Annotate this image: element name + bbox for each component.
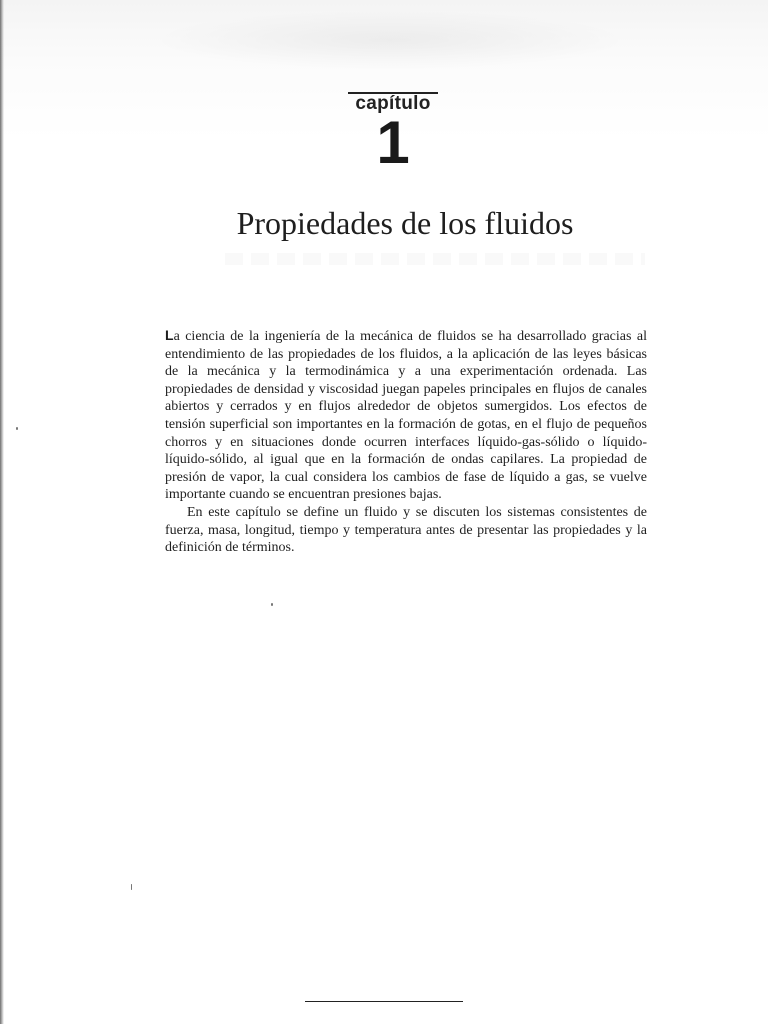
- paragraph-1: [165, 327, 647, 504]
- paragraph-2: En este capítulo se define un fluido y se discuten los sistemas consistentes de fuerza, masa, longitud, tiempo y temperatura antes de presentar las propiedades y la definición de términos.: [165, 504, 647, 556]
- chapter-label: capítulo: [355, 93, 431, 114]
- paragraph-1-text: a ciencia de la ingeniería de la mecánica de fluidos se ha desarrollado gracias al entendimiento de las propiedades de los fluidos, a la aplicación de las leyes básicas de la mecánica y la termodinámica y a una experimentación ordenada. Las propiedades de densidad y viscosidad juegan papeles principales en flujos de canales abiertos y cerrados y en flujos alrededor de objetos sumergidos. Los efectos de tensión superficial son importantes en la formación de gotas, en el flujo de pequeños chorros y en situaciones donde ocurren interfaces líquido-gas-sólido o líquido-líquido-sólido, al igual que en la formación de ondas capilares. La propiedad de presión de vapor, la cual considera los cambios de fase de líquido a gas, se vuelve importante cuando se encuentran presiones bajas.: [165, 329, 647, 503]
- bleed-through-text: [225, 253, 645, 265]
- dropcap: L: [165, 327, 174, 343]
- scan-left-edge: [0, 0, 4, 1024]
- scan-speck: [16, 427, 18, 430]
- chapter-title: Propiedades de los fluidos: [236, 205, 574, 241]
- footer-rule: [305, 1001, 463, 1002]
- scan-speck: [271, 603, 273, 606]
- scan-speck: [131, 884, 132, 890]
- scan-shadow: [150, 10, 630, 70]
- chapter-intro: [165, 327, 647, 557]
- chapter-number: 1: [376, 109, 410, 176]
